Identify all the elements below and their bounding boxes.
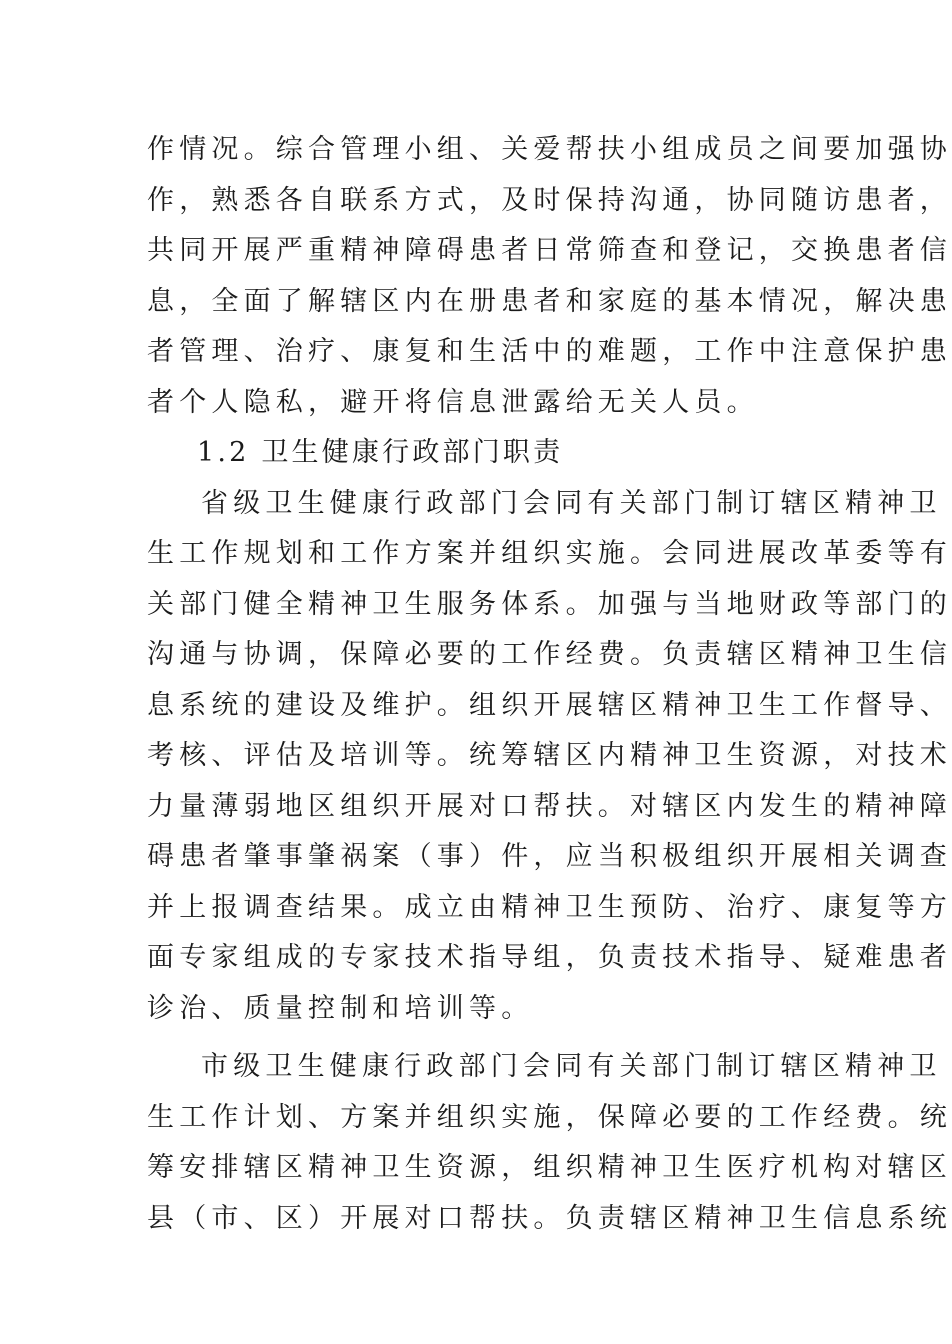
text-line: 考核、评估及培训等。统筹辖区内精神卫生资源，对技术 [147, 740, 952, 771]
text-line: 息系统的建设及维护。组织开展辖区精神卫生工作督导、 [147, 689, 952, 721]
text-line: 碍患者肇事肇祸案（事）件，应当积极组织开展相关调查 [147, 841, 952, 872]
document-body [147, 125, 952, 1244]
text-line: 筹安排辖区精神卫生资源，组织精神卫生医疗机构对辖区 [147, 1152, 952, 1183]
paragraph-intro [147, 125, 952, 428]
text-line: 县（市、区）开展对口帮扶。负责辖区精神卫生信息系统 [147, 1202, 952, 1234]
text-line: 作情况。综合管理小组、关爱帮扶小组成员之间要加强协 [147, 134, 952, 165]
text-line: 市级卫生健康行政部门会同有关部门制订辖区精神卫 [201, 1051, 942, 1082]
text-line: 作，熟悉各自联系方式，及时保持沟通，协同随访患者， [147, 184, 952, 216]
text-line: 生工作规划和工作方案并组织实施。会同进展改革委等有 [147, 538, 952, 569]
text-line: 省级卫生健康行政部门会同有关部门制订辖区精神卫 [201, 487, 942, 519]
text-line: 诊治、质量控制和培训等。 [147, 992, 534, 1024]
text-line: 并上报调查结果。成立由精神卫生预防、治疗、康复等方 [147, 891, 952, 923]
text-line: 生工作计划、方案并组织实施，保障必要的工作经费。统 [147, 1101, 952, 1133]
text-line: 共同开展严重精神障碍患者日常筛查和登记，交换患者信 [147, 235, 952, 266]
text-line: 者管理、治疗、康复和生活中的难题，工作中注意保护患 [147, 336, 952, 367]
text-line: 沟通与协调，保障必要的工作经费。负责辖区精神卫生信 [147, 639, 952, 670]
text-line: 关部门健全精神卫生服务体系。加强与当地财政等部门的 [147, 588, 952, 620]
text-line: 力量薄弱地区组织开展对口帮扶。对辖区内发生的精神障 [147, 790, 952, 822]
paragraph-spacer [147, 1034, 807, 1042]
paragraph-provincial [147, 479, 952, 1035]
text-line: 面专家组成的专家技术指导组，负责技术指导、疑难患者 [147, 942, 952, 973]
section-heading: 1.2 卫生健康行政部门职责 [197, 437, 564, 468]
paragraph-municipal [147, 1042, 952, 1244]
text-line: 息，全面了解辖区内在册患者和家庭的基本情况，解决患 [147, 285, 952, 317]
text-line: 者个人隐私，避开将信息泄露给无关人员。 [147, 386, 759, 418]
